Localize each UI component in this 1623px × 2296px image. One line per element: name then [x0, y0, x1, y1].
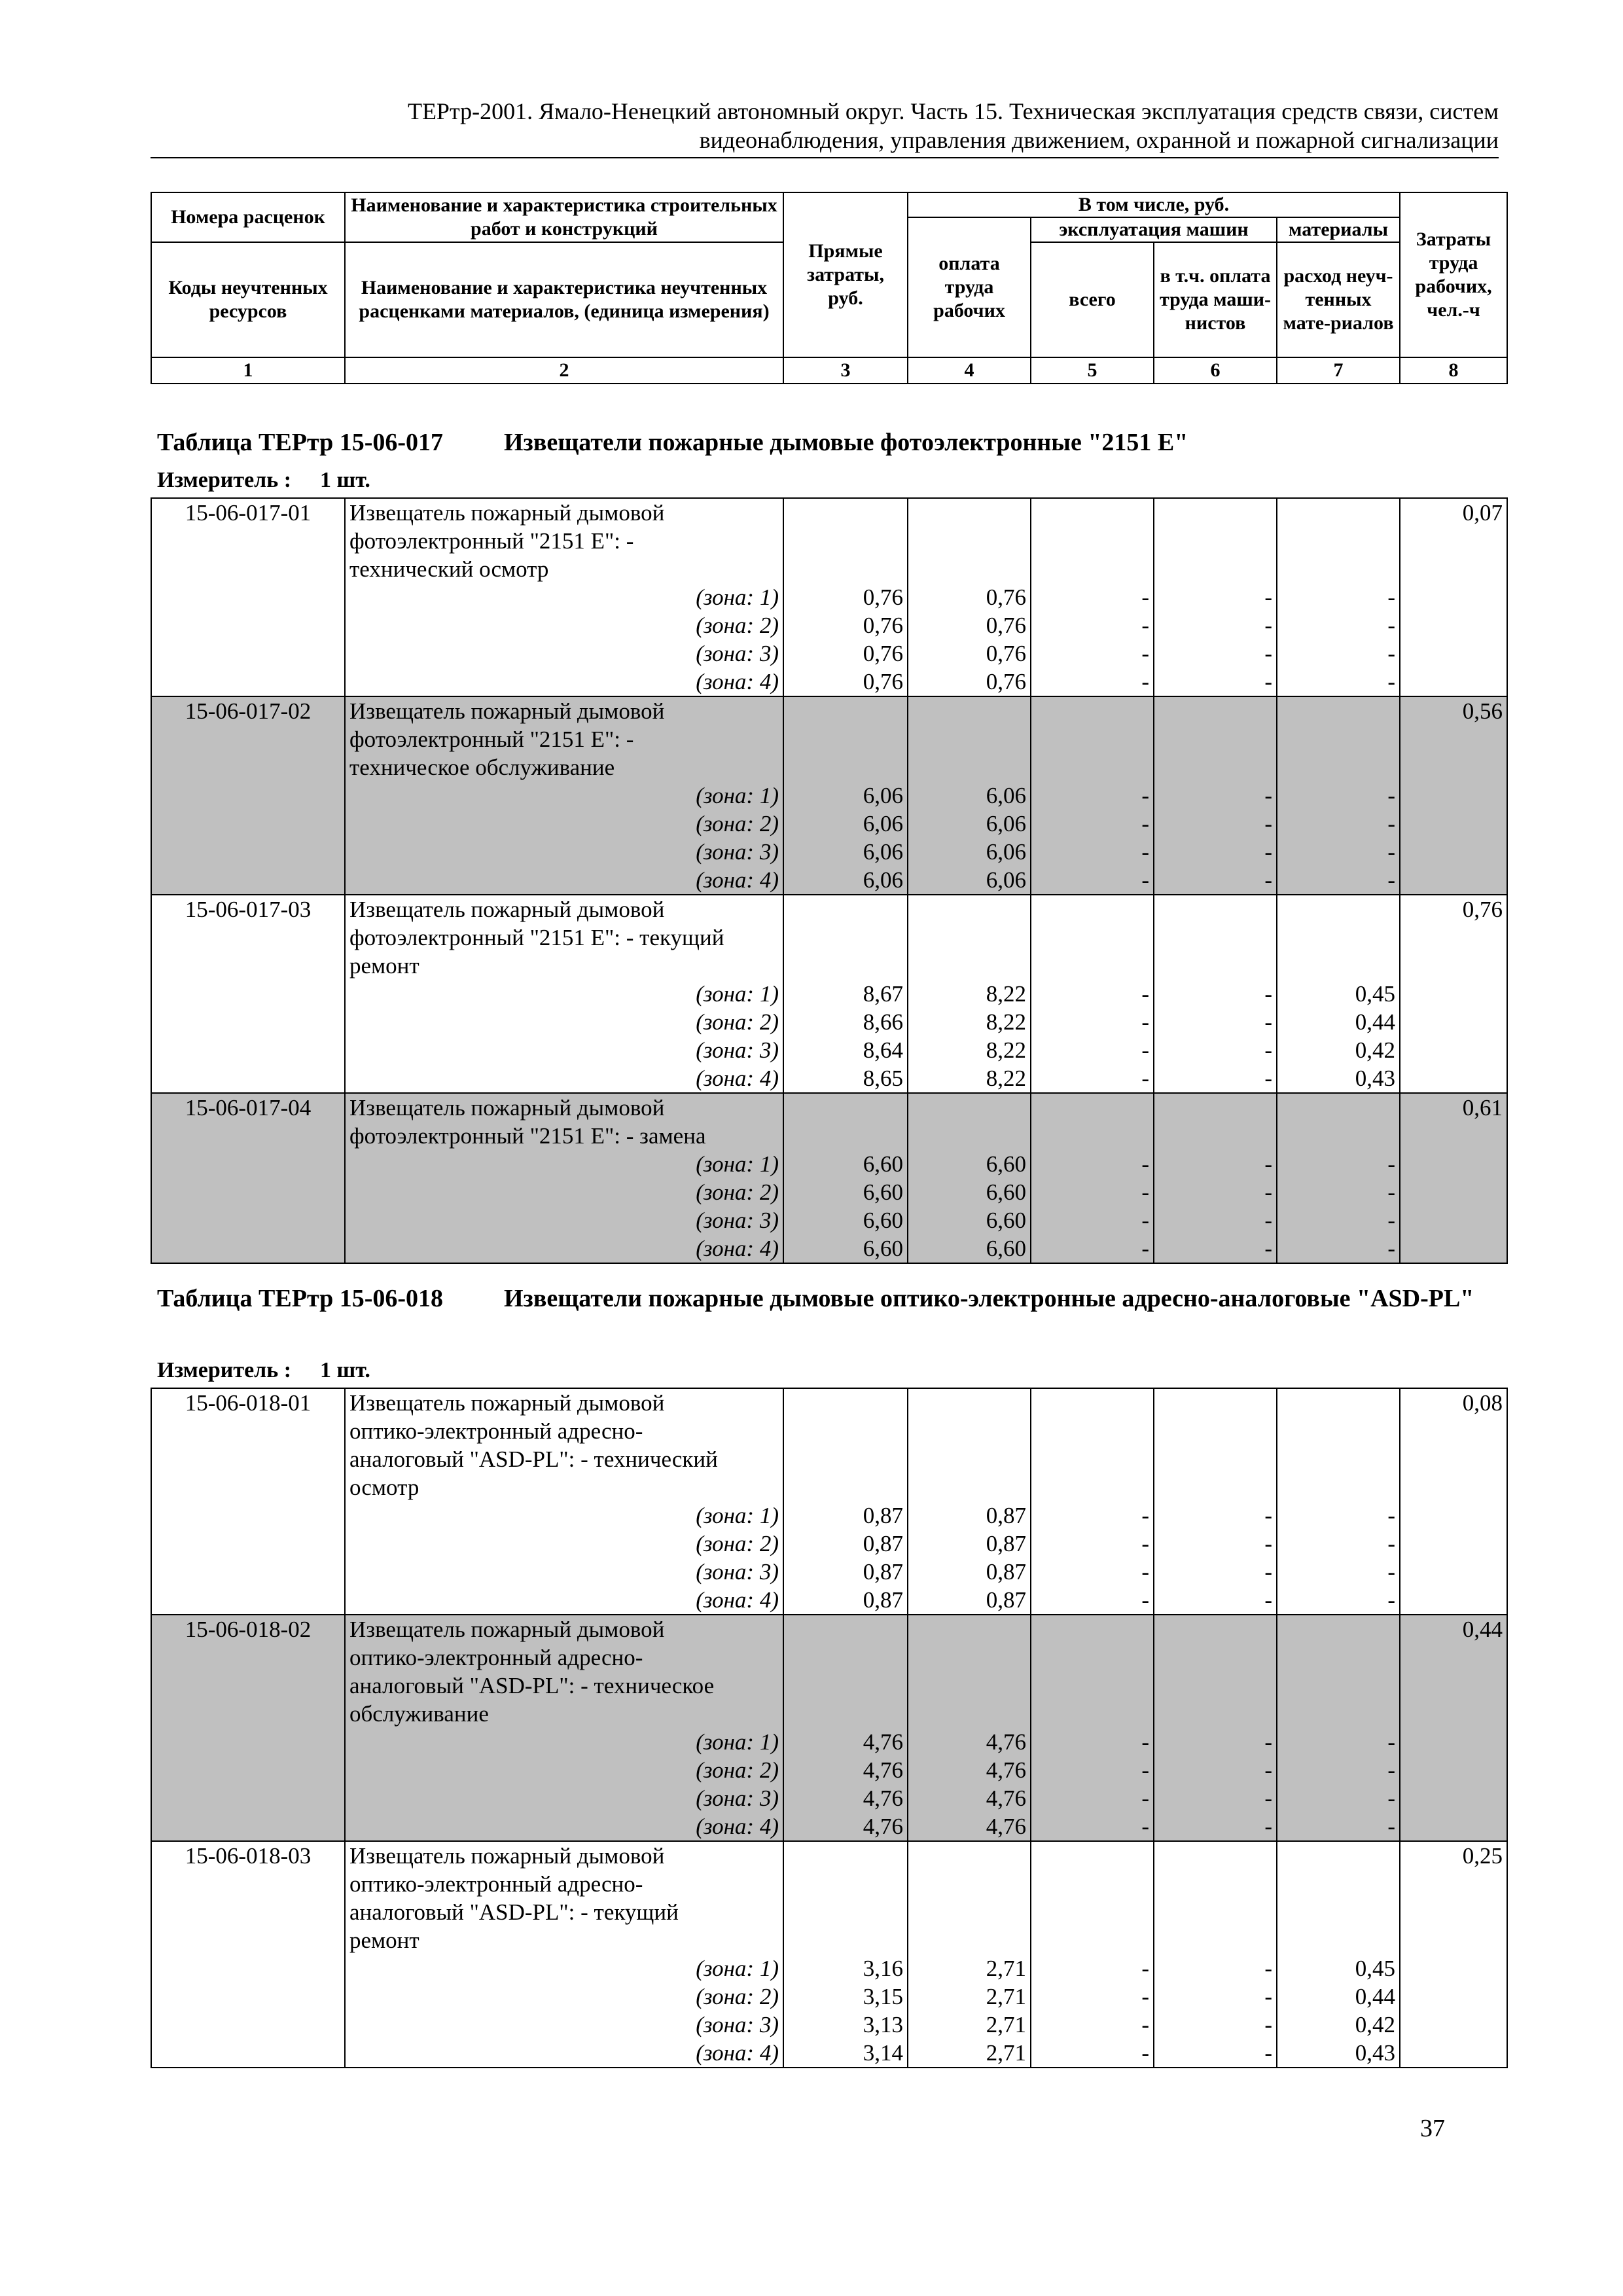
materials-cost: - [1387, 1531, 1395, 1556]
rate-code: 15-06-017-02 [151, 696, 345, 895]
rate-code: 15-06-018-01 [151, 1388, 345, 1615]
rate-name [345, 696, 783, 895]
worker-pay-cell [908, 696, 1031, 895]
zone-label: (зона: 2) [696, 1179, 779, 1205]
labor-cost: 0,25 [1400, 1841, 1507, 2068]
direct-cost: 3,14 [863, 2040, 903, 2066]
direct-cost: 6,60 [863, 1179, 903, 1205]
machinist-pay: - [1264, 811, 1272, 836]
direct-cost: 4,76 [863, 1814, 903, 1839]
machinist-pay: - [1264, 1729, 1272, 1755]
zone-label: (зона: 4) [696, 1814, 779, 1839]
rate-name-line: Извещатель пожарный дымовой [349, 1843, 665, 1869]
table-row [151, 1615, 1507, 1841]
direct-cost: 8,64 [863, 1037, 903, 1063]
worker-pay: 0,87 [986, 1503, 1026, 1528]
table-row [151, 1388, 1507, 1615]
materials-cost: - [1387, 613, 1395, 638]
worker-pay: 6,60 [986, 1151, 1026, 1177]
labor-cost: 0,61 [1400, 1093, 1507, 1263]
worker-pay: 2,71 [986, 1984, 1026, 2009]
worker-pay: 0,87 [986, 1587, 1026, 1613]
worker-pay: 8,22 [986, 1066, 1026, 1091]
materials-cost: - [1387, 811, 1395, 836]
col-materials: материалы [1277, 217, 1400, 242]
header-line-1: ТЕРтр-2001. Ямало-Ненецкий автономный округ. Часть 15. Техническая эксплуатация средств связи, систем [407, 98, 1499, 124]
zone-label: (зона: 3) [696, 641, 779, 666]
zone-label: (зона: 2) [696, 1984, 779, 2009]
table-row [151, 696, 1507, 895]
rate-name-line: ремонт [349, 1928, 419, 1953]
direct-cost-cell [783, 1388, 908, 1615]
materials-cost: 0,42 [1355, 2012, 1395, 2037]
machinist-pay-cell [1154, 696, 1277, 895]
col-rate-numbers: Номера расценок [151, 192, 345, 242]
meter-label: Измеритель : [157, 1358, 292, 1382]
direct-cost: 4,76 [863, 1729, 903, 1755]
machine-total: - [1141, 1179, 1149, 1205]
materials-cost: - [1387, 1559, 1395, 1585]
zone-label: (зона: 1) [696, 1956, 779, 1981]
worker-pay-cell [908, 1093, 1031, 1263]
materials-cost: - [1387, 1503, 1395, 1528]
worker-pay: 8,22 [986, 1037, 1026, 1063]
worker-pay-cell [908, 1615, 1031, 1841]
col-number: 7 [1277, 357, 1400, 384]
page-number: 37 [1420, 2115, 1445, 2142]
col-number: 3 [783, 357, 908, 384]
table-row [151, 1841, 1507, 2068]
worker-pay: 4,76 [986, 1729, 1026, 1755]
machinist-pay: - [1264, 1559, 1272, 1585]
direct-cost: 3,16 [863, 1956, 903, 1981]
worker-pay: 4,76 [986, 1814, 1026, 1839]
materials-cost-cell [1277, 696, 1400, 895]
machine-total: - [1141, 1236, 1149, 1261]
rate-code: 15-06-017-03 [151, 895, 345, 1093]
zone-label: (зона: 3) [696, 2012, 779, 2037]
machinist-pay: - [1264, 1151, 1272, 1177]
zone-label: (зона: 4) [696, 1236, 779, 1261]
rates-table [151, 497, 1508, 1264]
rate-name-line: Извещатель пожарный дымовой [349, 1390, 665, 1416]
zone-label: (зона: 4) [696, 1066, 779, 1091]
zone-label: (зона: 4) [696, 1587, 779, 1613]
machine-total: - [1141, 1009, 1149, 1035]
materials-cost: - [1387, 867, 1395, 893]
machine-total-cell [1031, 895, 1154, 1093]
worker-pay: 0,76 [986, 584, 1026, 610]
rate-name [345, 1093, 783, 1263]
table-row [151, 498, 1507, 696]
rate-name-line: аналоговый "ASD-PL": - текущий [349, 1899, 679, 1925]
materials-cost: 0,44 [1355, 1984, 1395, 2009]
worker-pay: 6,06 [986, 839, 1026, 865]
machinist-pay-cell [1154, 498, 1277, 696]
col-number: 8 [1400, 357, 1507, 384]
materials-cost: 0,44 [1355, 1009, 1395, 1035]
materials-cost: - [1387, 1785, 1395, 1811]
direct-cost: 3,13 [863, 2012, 903, 2037]
machinist-pay: - [1264, 981, 1272, 1007]
worker-pay: 0,87 [986, 1531, 1026, 1556]
col-total: всего [1031, 242, 1154, 357]
rate-name-line: оптико-электронный адресно- [349, 1418, 643, 1444]
machinist-pay: - [1264, 1531, 1272, 1556]
rate-name-line: Извещатель пожарный дымовой [349, 500, 665, 526]
machine-total: - [1141, 867, 1149, 893]
machine-total: - [1141, 1587, 1149, 1613]
zone-label: (зона: 1) [696, 1729, 779, 1755]
col-machinist-pay: в т.ч. оплата труда маши-нистов [1154, 242, 1277, 357]
worker-pay-cell [908, 498, 1031, 696]
worker-pay: 6,06 [986, 783, 1026, 808]
worker-pay: 6,60 [986, 1179, 1026, 1205]
direct-cost: 4,76 [863, 1785, 903, 1811]
table-id: Таблица ТЕРтр 15-06-017 [157, 429, 444, 456]
zone-label: (зона: 4) [696, 867, 779, 893]
materials-cost: - [1387, 669, 1395, 694]
col-number: 5 [1031, 357, 1154, 384]
worker-pay: 4,76 [986, 1785, 1026, 1811]
zone-label: (зона: 1) [696, 783, 779, 808]
column-header-table [151, 192, 1508, 384]
zone-label: (зона: 1) [696, 1151, 779, 1177]
worker-pay: 0,76 [986, 613, 1026, 638]
worker-pay: 0,76 [986, 669, 1026, 694]
machine-total-cell [1031, 1093, 1154, 1263]
direct-cost: 6,06 [863, 811, 903, 836]
zone-label: (зона: 2) [696, 1757, 779, 1783]
rate-name-line: фотоэлектронный "2151 E": - замена [349, 1123, 706, 1149]
direct-cost-cell [783, 498, 908, 696]
col-number: 1 [151, 357, 345, 384]
materials-cost: - [1387, 1151, 1395, 1177]
zone-label: (зона: 4) [696, 2040, 779, 2066]
machine-total: - [1141, 2040, 1149, 2066]
rate-name-line: Извещатель пожарный дымовой [349, 897, 665, 922]
direct-cost-cell [783, 1093, 908, 1263]
worker-pay: 6,06 [986, 811, 1026, 836]
header-line-2: видеонаблюдения, управления движением, охранной и пожарной сигнализации [699, 127, 1499, 153]
machine-total: - [1141, 1559, 1149, 1585]
rate-name-line: обслуживание [349, 1701, 489, 1727]
machinist-pay: - [1264, 1208, 1272, 1233]
worker-pay: 6,60 [986, 1236, 1026, 1261]
machinist-pay: - [1264, 641, 1272, 666]
materials-cost-cell [1277, 1841, 1400, 2068]
direct-cost: 0,76 [863, 669, 903, 694]
rate-name-line: техническое обслуживание [349, 755, 615, 780]
materials-cost: 0,43 [1355, 1066, 1395, 1091]
direct-cost: 0,87 [863, 1559, 903, 1585]
machinist-pay: - [1264, 1587, 1272, 1613]
zone-label: (зона: 1) [696, 981, 779, 1007]
rate-name-line: технический осмотр [349, 556, 549, 582]
materials-cost: 0,45 [1355, 1956, 1395, 1981]
meter-value: 1 шт. [320, 1358, 370, 1382]
machine-total: - [1141, 1531, 1149, 1556]
machine-total-cell [1031, 1615, 1154, 1841]
rate-name-line: оптико-электронный адресно- [349, 1645, 643, 1670]
machinist-pay: - [1264, 1956, 1272, 1981]
machinist-pay: - [1264, 1236, 1272, 1261]
rate-name-line: аналоговый "ASD-PL": - технический [349, 1446, 718, 1472]
machinist-pay: - [1264, 1503, 1272, 1528]
materials-cost: - [1387, 584, 1395, 610]
materials-cost: - [1387, 783, 1395, 808]
machine-total: - [1141, 811, 1149, 836]
zone-label: (зона: 3) [696, 1785, 779, 1811]
direct-cost: 0,87 [863, 1503, 903, 1528]
zone-label: (зона: 3) [696, 1559, 779, 1585]
materials-cost-cell [1277, 1388, 1400, 1615]
zone-label: (зона: 2) [696, 1009, 779, 1035]
meter-label: Измеритель : [157, 468, 292, 492]
machine-total: - [1141, 1757, 1149, 1783]
materials-cost: 0,43 [1355, 2040, 1395, 2066]
worker-pay: 8,22 [986, 1009, 1026, 1035]
zone-label: (зона: 2) [696, 811, 779, 836]
labor-cost: 0,76 [1400, 895, 1507, 1093]
col-in-total: В том числе, руб. [908, 192, 1400, 217]
worker-pay-cell [908, 895, 1031, 1093]
machine-total: - [1141, 1037, 1149, 1063]
materials-cost: - [1387, 839, 1395, 865]
rate-name [345, 498, 783, 696]
machinist-pay-cell [1154, 895, 1277, 1093]
zone-label: (зона: 2) [696, 613, 779, 638]
machinist-pay: - [1264, 613, 1272, 638]
machinist-pay: - [1264, 783, 1272, 808]
worker-pay: 0,76 [986, 641, 1026, 666]
machinist-pay: - [1264, 1009, 1272, 1035]
machinist-pay: - [1264, 1785, 1272, 1811]
meter-value: 1 шт. [320, 468, 370, 492]
worker-pay: 4,76 [986, 1757, 1026, 1783]
rate-name [345, 1388, 783, 1615]
direct-cost: 0,87 [863, 1587, 903, 1613]
machine-total: - [1141, 981, 1149, 1007]
meter [157, 467, 370, 493]
zone-label: (зона: 1) [696, 1503, 779, 1528]
machine-total: - [1141, 584, 1149, 610]
col-number: 6 [1154, 357, 1277, 384]
rate-name-line: Извещатель пожарный дымовой [349, 1095, 665, 1121]
col-machine-ops: эксплуатация машин [1031, 217, 1277, 242]
materials-cost-cell [1277, 1093, 1400, 1263]
zone-label: (зона: 3) [696, 1208, 779, 1233]
worker-pay: 2,71 [986, 2012, 1026, 2037]
worker-pay: 6,06 [986, 867, 1026, 893]
rate-name [345, 895, 783, 1093]
direct-cost: 8,67 [863, 981, 903, 1007]
materials-cost: 0,42 [1355, 1037, 1395, 1063]
col-labor-costs: Затраты труда рабочих, чел.-ч [1400, 192, 1507, 357]
machinist-pay: - [1264, 867, 1272, 893]
rate-name [345, 1841, 783, 2068]
table-id: Таблица ТЕРтр 15-06-018 [157, 1285, 444, 1312]
machinist-pay: - [1264, 1814, 1272, 1839]
col-direct-costs: Прямые затраты, руб. [783, 192, 908, 357]
materials-cost: 0,45 [1355, 981, 1395, 1007]
rate-code: 15-06-018-03 [151, 1841, 345, 2068]
machinist-pay: - [1264, 584, 1272, 610]
rate-name-line: фотоэлектронный "2151 E": - [349, 726, 634, 752]
machine-total: - [1141, 1503, 1149, 1528]
machinist-pay: - [1264, 1037, 1272, 1063]
materials-cost-cell [1277, 1615, 1400, 1841]
materials-cost: - [1387, 1208, 1395, 1233]
worker-pay: 6,60 [986, 1208, 1026, 1233]
rate-name [345, 1615, 783, 1841]
col-unaccounted-materials: расход неуч-тенных мате-риалов [1277, 242, 1400, 357]
col-number: 4 [908, 357, 1031, 384]
rate-name-line: аналоговый "ASD-PL": - техническое [349, 1673, 715, 1698]
direct-cost: 3,15 [863, 1984, 903, 2009]
machinist-pay-cell [1154, 1841, 1277, 2068]
worker-pay: 8,22 [986, 981, 1026, 1007]
rate-name-line: оптико-электронный адресно- [349, 1871, 643, 1897]
machine-total-cell [1031, 498, 1154, 696]
rate-name-line: осмотр [349, 1475, 419, 1500]
direct-cost: 6,60 [863, 1236, 903, 1261]
materials-cost: - [1387, 641, 1395, 666]
direct-cost: 6,06 [863, 839, 903, 865]
machine-total-cell [1031, 1841, 1154, 2068]
materials-cost: - [1387, 1757, 1395, 1783]
machine-total: - [1141, 1814, 1149, 1839]
table-title: Извещатели пожарные дымовые оптико-электронные адресно-аналоговые "ASD-PL" [504, 1285, 1474, 1312]
meter [157, 1357, 370, 1384]
machinist-pay: - [1264, 1179, 1272, 1205]
materials-cost-cell [1277, 895, 1400, 1093]
rate-name-line: Извещатель пожарный дымовой [349, 1617, 665, 1642]
direct-cost: 8,66 [863, 1009, 903, 1035]
machine-total: - [1141, 1208, 1149, 1233]
worker-pay: 2,71 [986, 2040, 1026, 2066]
machinist-pay-cell [1154, 1615, 1277, 1841]
materials-cost: - [1387, 1814, 1395, 1839]
machine-total: - [1141, 1066, 1149, 1091]
machinist-pay-cell [1154, 1388, 1277, 1615]
worker-pay-cell [908, 1388, 1031, 1615]
zone-label: (зона: 1) [696, 584, 779, 610]
machinist-pay: - [1264, 669, 1272, 694]
rate-code: 15-06-018-02 [151, 1615, 345, 1841]
worker-pay: 0,87 [986, 1559, 1026, 1585]
table-row [151, 895, 1507, 1093]
table-title: Извещатели пожарные дымовые фотоэлектронные "2151 E" [504, 429, 1188, 456]
direct-cost-cell [783, 696, 908, 895]
labor-cost: 0,07 [1400, 498, 1507, 696]
machine-total: - [1141, 641, 1149, 666]
machine-total: - [1141, 839, 1149, 865]
zone-label: (зона: 4) [696, 669, 779, 694]
labor-cost: 0,56 [1400, 696, 1507, 895]
col-worker-pay: оплата труда рабочих [908, 217, 1031, 357]
machinist-pay: - [1264, 2040, 1272, 2066]
machine-total: - [1141, 1956, 1149, 1981]
rate-name-line: ремонт [349, 953, 419, 978]
direct-cost: 0,76 [863, 613, 903, 638]
materials-cost-cell [1277, 498, 1400, 696]
rate-name-line: Извещатель пожарный дымовой [349, 698, 665, 724]
machine-total: - [1141, 2012, 1149, 2037]
col-resource-codes: Коды неучтенных ресурсов [151, 242, 345, 357]
direct-cost-cell [783, 1841, 908, 2068]
worker-pay: 2,71 [986, 1956, 1026, 1981]
machine-total: - [1141, 669, 1149, 694]
machine-total: - [1141, 1729, 1149, 1755]
materials-cost: - [1387, 1587, 1395, 1613]
direct-cost: 0,76 [863, 584, 903, 610]
direct-cost: 8,65 [863, 1066, 903, 1091]
rate-code: 15-06-017-01 [151, 498, 345, 696]
direct-cost-cell [783, 1615, 908, 1841]
machinist-pay: - [1264, 839, 1272, 865]
worker-pay-cell [908, 1841, 1031, 2068]
page-header [151, 97, 1499, 154]
machinist-pay-cell [1154, 1093, 1277, 1263]
direct-cost-cell [783, 895, 908, 1093]
machine-total-cell [1031, 1388, 1154, 1615]
machinist-pay: - [1264, 2012, 1272, 2037]
zone-label: (зона: 2) [696, 1531, 779, 1556]
direct-cost: 6,60 [863, 1208, 903, 1233]
table-row [151, 1093, 1507, 1263]
rate-code: 15-06-017-04 [151, 1093, 345, 1263]
direct-cost: 6,06 [863, 867, 903, 893]
machinist-pay: - [1264, 1757, 1272, 1783]
labor-cost: 0,44 [1400, 1615, 1507, 1841]
machine-total: - [1141, 783, 1149, 808]
col-number: 2 [345, 357, 783, 384]
direct-cost: 4,76 [863, 1757, 903, 1783]
machinist-pay: - [1264, 1066, 1272, 1091]
machine-total: - [1141, 613, 1149, 638]
zone-label: (зона: 3) [696, 1037, 779, 1063]
direct-cost: 6,06 [863, 783, 903, 808]
machine-total: - [1141, 1984, 1149, 2009]
materials-cost: - [1387, 1179, 1395, 1205]
materials-cost: - [1387, 1729, 1395, 1755]
machine-total: - [1141, 1151, 1149, 1177]
col-work-name: Наименование и характеристика строительных работ и конструкций [345, 192, 783, 242]
materials-cost: - [1387, 1236, 1395, 1261]
labor-cost: 0,08 [1400, 1388, 1507, 1615]
direct-cost: 6,60 [863, 1151, 903, 1177]
rate-name-line: фотоэлектронный "2151 E": - текущий [349, 925, 724, 950]
direct-cost: 0,76 [863, 641, 903, 666]
direct-cost: 0,87 [863, 1531, 903, 1556]
machine-total-cell [1031, 696, 1154, 895]
table-caption [157, 428, 1499, 457]
zone-label: (зона: 3) [696, 839, 779, 865]
machine-total: - [1141, 1785, 1149, 1811]
rates-table [151, 1388, 1508, 2068]
machinist-pay: - [1264, 1984, 1272, 2009]
col-material-name: Наименование и характеристика неучтенных расценками материалов, (единица измерения) [345, 242, 783, 357]
header-rule [151, 157, 1499, 158]
rate-name-line: фотоэлектронный "2151 E": - [349, 528, 634, 554]
table-caption [157, 1284, 1499, 1313]
